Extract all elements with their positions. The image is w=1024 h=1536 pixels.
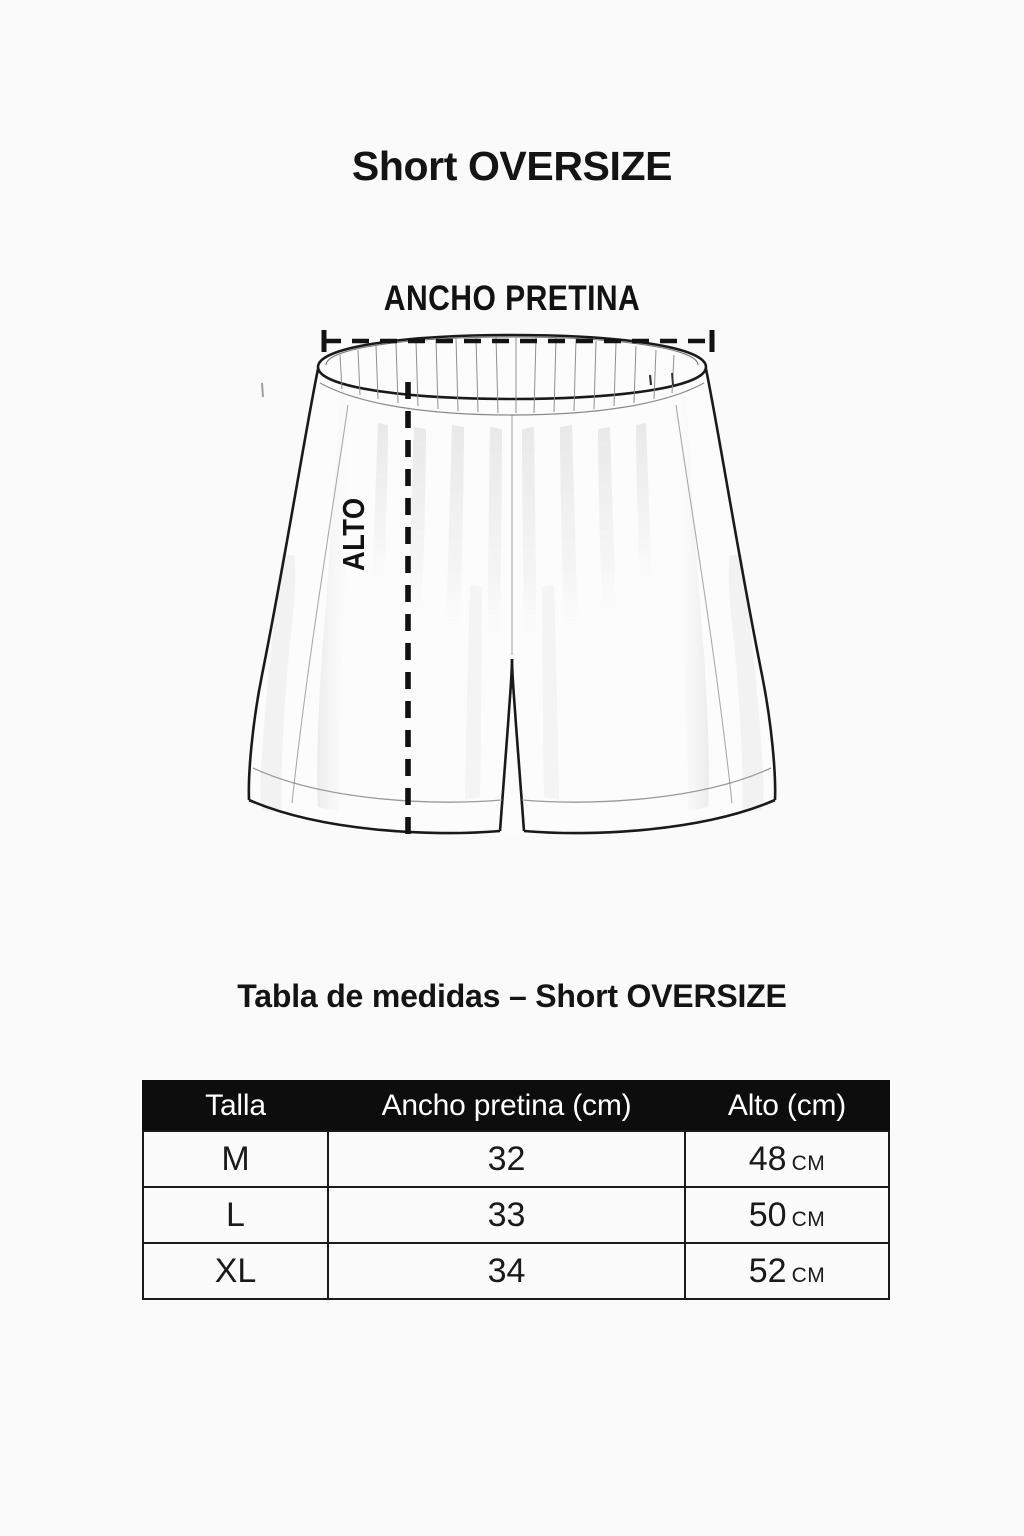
size-measurements-table [142, 1080, 890, 1300]
column-header-talla: Talla [143, 1081, 328, 1131]
table-row [143, 1243, 889, 1299]
table-subtitle: Tabla de medidas – Short OVERSIZE [237, 978, 787, 1014]
cell-alto-unit: CM [791, 1207, 826, 1231]
cell-alto-value: 48 [748, 1139, 787, 1178]
cell-talla: L [143, 1187, 328, 1243]
cell-alto [685, 1243, 889, 1299]
garment-illustration [0, 255, 1024, 895]
cell-alto-unit: CM [791, 1263, 826, 1287]
column-header-ancho-pretina: Ancho pretina (cm) [328, 1081, 685, 1131]
cell-ancho-pretina: 33 [328, 1187, 685, 1243]
page-title: Short OVERSIZE [351, 143, 673, 189]
cell-alto [685, 1187, 889, 1243]
table-header-row [143, 1081, 889, 1131]
cell-alto [685, 1131, 889, 1187]
shorts-technical-drawing [0, 255, 1024, 895]
cell-ancho-pretina: 32 [328, 1131, 685, 1187]
height-label: ALTO [336, 497, 371, 571]
table-row [143, 1187, 889, 1243]
waist-width-label: ANCHO PRETINA [383, 279, 641, 318]
cell-talla: M [143, 1131, 328, 1187]
cell-talla: XL [143, 1243, 328, 1299]
table-row [143, 1131, 889, 1187]
cell-alto-unit: CM [791, 1151, 826, 1175]
column-header-alto: Alto (cm) [685, 1081, 889, 1131]
cell-alto-value: 50 [748, 1195, 787, 1234]
cell-alto-value: 52 [748, 1251, 787, 1290]
cell-ancho-pretina: 34 [328, 1243, 685, 1299]
